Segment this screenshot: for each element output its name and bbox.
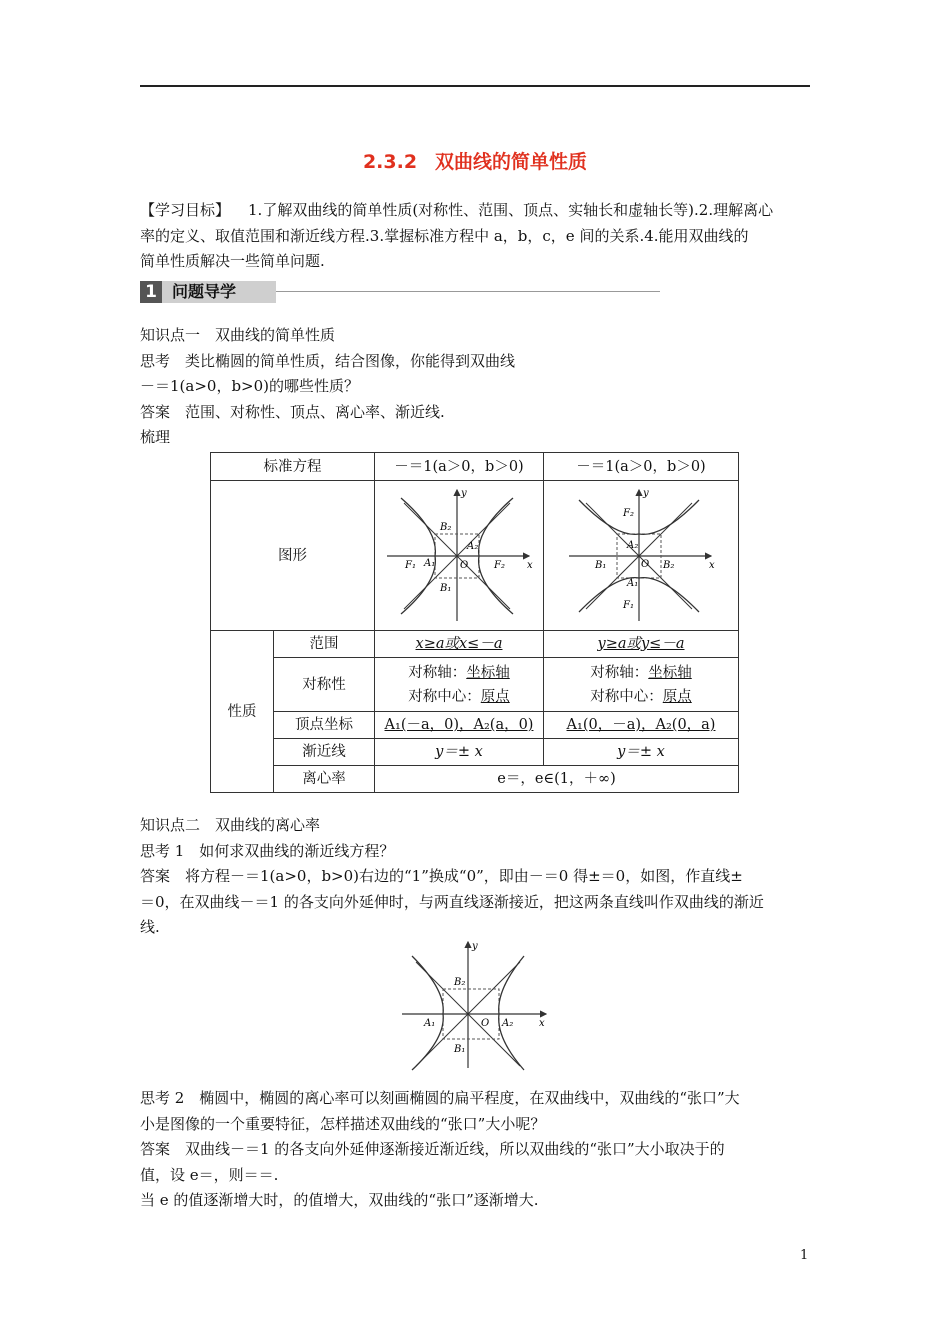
objectives-label: 【学习目标】	[140, 201, 231, 219]
learning-objectives	[140, 198, 812, 275]
title-text: 双曲线的简单性质	[435, 151, 588, 173]
a2-label: A₂	[467, 540, 479, 552]
asymptote-horizontal: y＝± x	[375, 739, 544, 766]
page-title	[0, 147, 950, 174]
horizontal-hyperbola-svg	[379, 486, 539, 626]
section-number: 2.3.2	[362, 151, 418, 173]
asymptote-figure-svg	[398, 940, 553, 1072]
hyperbola-properties-table	[210, 452, 739, 793]
section-bar	[140, 279, 520, 305]
kp1-think-line-2: －＝1(a>0，b>0)的哪些性质？	[140, 377, 360, 395]
kp1-answer: 答案 范围、对称性、顶点、离心率、渐近线.	[140, 402, 445, 421]
vertex-horizontal: A₁(－a，0)，A₂(a，0)	[384, 717, 534, 733]
origin-label: O	[641, 558, 650, 570]
kp2-answer-2-line-3: 当 e 的值逐渐增大时，的值增大，双曲线的“张口”逐渐增大.	[140, 1191, 539, 1209]
vertex-vertical: A₁(0，－a)，A₂(0，a)	[566, 717, 716, 733]
sym-center-value: 原点	[662, 688, 692, 705]
a1-label: A₁	[627, 577, 639, 589]
kp2-heading: 知识点二 双曲线的离心率	[140, 816, 321, 834]
kp2-answer-1-line-2: ＝0，在双曲线－＝1 的各支向外延伸时，与两直线逐渐接近，把这两条直线叫作双曲线的渐近	[140, 892, 764, 911]
kp1-summary: 梳理	[140, 428, 171, 446]
kp2-answer-1-line-3: 线.	[140, 918, 160, 936]
graph-vertical-hyperbola	[544, 481, 739, 631]
section-bar-number: 1	[140, 281, 162, 303]
b1-label: B₁	[595, 559, 607, 571]
b1-label: B₁	[440, 582, 452, 594]
b2-label: B₂	[663, 559, 675, 571]
y-label: y	[472, 941, 478, 952]
x-label: x	[709, 559, 715, 571]
asymptote-figure	[398, 940, 553, 1076]
sym-center-prefix: 对称中心：	[408, 688, 481, 705]
f2-label: F₂	[494, 559, 505, 571]
range-label: 范围	[274, 631, 375, 658]
asymptote-vertical: y＝± x	[544, 739, 739, 766]
vertex-label: 顶点坐标	[274, 712, 375, 739]
a2-label: A₂	[627, 539, 639, 551]
think-2-section	[140, 1086, 812, 1214]
sym-axis-value: 坐标轴	[466, 664, 510, 681]
knowledge-point-1	[140, 323, 812, 451]
kp2-answer-1-line-1: 答案 将方程－＝1(a>0，b>0)右边的“1”换成“0”，即由－＝0 得±＝0，如图，作直线±	[140, 867, 743, 885]
section-bar-label: 问题导学	[162, 281, 276, 303]
properties-label: 性质	[211, 631, 274, 793]
f1-label: F₁	[623, 599, 634, 611]
vertical-hyperbola-svg	[561, 486, 721, 626]
b2-label: B₂	[440, 521, 452, 533]
eccentricity-label: 离心率	[274, 766, 375, 793]
sym-axis-value: 坐标轴	[648, 664, 692, 681]
eccentricity-value: e＝，e∈(1，＋∞)	[375, 766, 739, 793]
right-branch	[499, 956, 524, 1070]
symmetry-label: 对称性	[274, 658, 375, 712]
symmetry-horizontal	[375, 658, 544, 712]
x-label: x	[539, 1018, 545, 1029]
a1-label: A₁	[424, 557, 436, 569]
header-rule	[140, 85, 810, 87]
f1-label: F₁	[405, 559, 416, 571]
kp1-heading: 知识点一 双曲线的简单性质	[140, 326, 336, 344]
symmetry-vertical	[544, 658, 739, 712]
left-branch	[412, 956, 443, 1070]
kp2-think-2-line-1: 思考 2 椭圆中，椭圆的离心率可以刻画椭圆的扁平程度，在双曲线中，双曲线的“张口”大	[140, 1089, 740, 1107]
x-label: x	[527, 559, 533, 571]
sym-center-value: 原点	[480, 688, 510, 705]
objectives-line-2: 率的定义、取值范围和渐近线方程.3.掌握标准方程中 a，b，c，e 间的关系.4.能用双曲线的	[140, 226, 749, 245]
page-number: 1	[800, 1248, 809, 1263]
kp1-think-line-1: 思考 类比椭圆的简单性质，结合图像，你能得到双曲线	[140, 351, 516, 370]
y-label: y	[461, 487, 467, 499]
asymptote-label: 渐近线	[274, 739, 375, 766]
kp2-answer-2-line-2: 值，设 e＝，则＝＝.	[140, 1165, 279, 1184]
knowledge-point-2	[140, 813, 812, 941]
b2-label: B₂	[454, 977, 466, 988]
section-bar-rule	[276, 291, 660, 292]
range-vertical: y≥a或y≤－a	[597, 636, 685, 652]
table-figure-label: 图形	[211, 481, 375, 631]
table-equation-2: －＝1(a＞0，b＞0)	[544, 453, 739, 481]
kp2-think-2-line-2: 小是图像的一个重要特征，怎样描述双曲线的“张口”大小呢？	[140, 1114, 546, 1133]
objectives-line-1: 1.了解双曲线的简单性质(对称性、范围、顶点、实轴长和虚轴长等).2.理解离心	[248, 201, 774, 219]
table-equation-1: －＝1(a＞0，b＞0)	[375, 453, 544, 481]
y-label: y	[643, 487, 649, 499]
sym-axis-prefix: 对称轴：	[590, 664, 649, 681]
graph-horizontal-hyperbola	[375, 481, 544, 631]
b1-label: B₁	[454, 1044, 466, 1055]
origin-label: O	[481, 1018, 490, 1029]
f2-label: F₂	[623, 507, 634, 519]
table-header-label: 标准方程	[211, 453, 375, 481]
kp2-think-1: 思考 1 如何求双曲线的渐近线方程？	[140, 841, 395, 860]
a1-label: A₁	[424, 1018, 436, 1029]
range-horizontal: x≥a或x≤－a	[415, 636, 503, 652]
a2-label: A₂	[502, 1018, 514, 1029]
sym-axis-prefix: 对称轴：	[408, 664, 467, 681]
sym-center-prefix: 对称中心：	[590, 688, 663, 705]
origin-label: O	[460, 559, 469, 571]
kp2-answer-2-line-1: 答案 双曲线－＝1 的各支向外延伸逐渐接近渐近线，所以双曲线的“张口”大小取决于的	[140, 1140, 725, 1158]
objectives-line-3: 简单性质解决一些简单问题.	[140, 252, 325, 270]
